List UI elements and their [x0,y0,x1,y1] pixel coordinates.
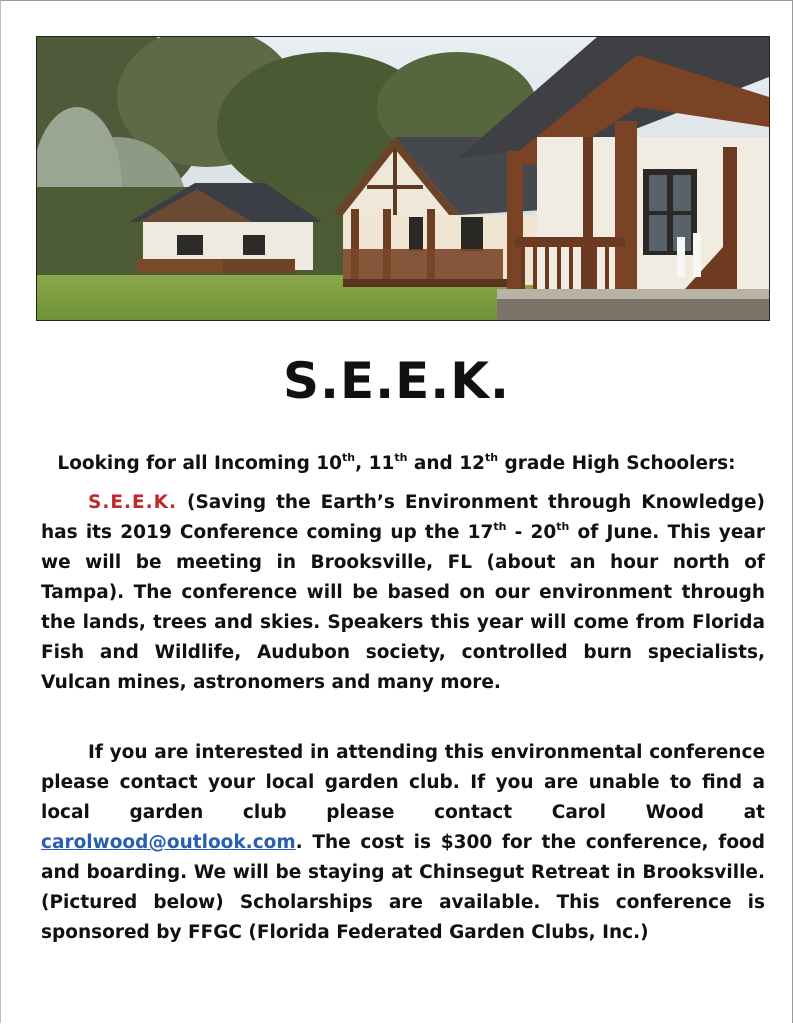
p1-sup-2: th [556,519,570,533]
p2-text-2: . The cost is $300 for the conference, food and boarding. We will be staying at Chinsegut Retreat in Brooksville. (Pictured below) Scholarships are available. This conference is sponsored by FFGC (Florida Federated Garden Clubs, Inc.) [41,832,765,943]
intro-sup-3: th [484,450,499,464]
p2-text-1: If you are interested in attending this environmental conference please contact your local garden club. If you are unable to find a local garden club please contact Carol Wood at [41,742,765,823]
intro-text-4: grade High Schoolers: [498,453,736,474]
intro-line [0,450,793,474]
email-link[interactable]: carolwood@outlook.com [41,832,296,853]
paragraph-conference [41,488,765,698]
p1-text-3: of June. This year we will be meeting in Brooksville, FL (about an hour north of Tampa). The conference will be based on our environment through the lands, trees and skies. Speakers this year will come from Florida Fish and Wildlife, Audubon society, controlled burn specialists, Vulcan mines, astronomers and many more. [41,522,765,693]
intro-text-3: and 12 [407,453,485,474]
intro-text-2: , 11 [355,453,395,474]
intro-text-1: Looking for all Incoming 10 [57,453,343,474]
p1-text-2: - 20 [506,522,557,543]
intro-sup-1: th [342,450,356,464]
p1-sup-1: th [493,519,507,533]
p1-text-1: (Saving the Earth’s Environment through Knowledge) has its 2019 Conference coming up the 17 [41,492,765,543]
retreat-photo [36,36,770,321]
intro-sup-2: th [394,450,408,464]
seek-acronym: S.E.E.K. [88,492,178,513]
paragraph-contact [41,738,765,948]
page-title: S.E.E.K. [282,352,511,410]
